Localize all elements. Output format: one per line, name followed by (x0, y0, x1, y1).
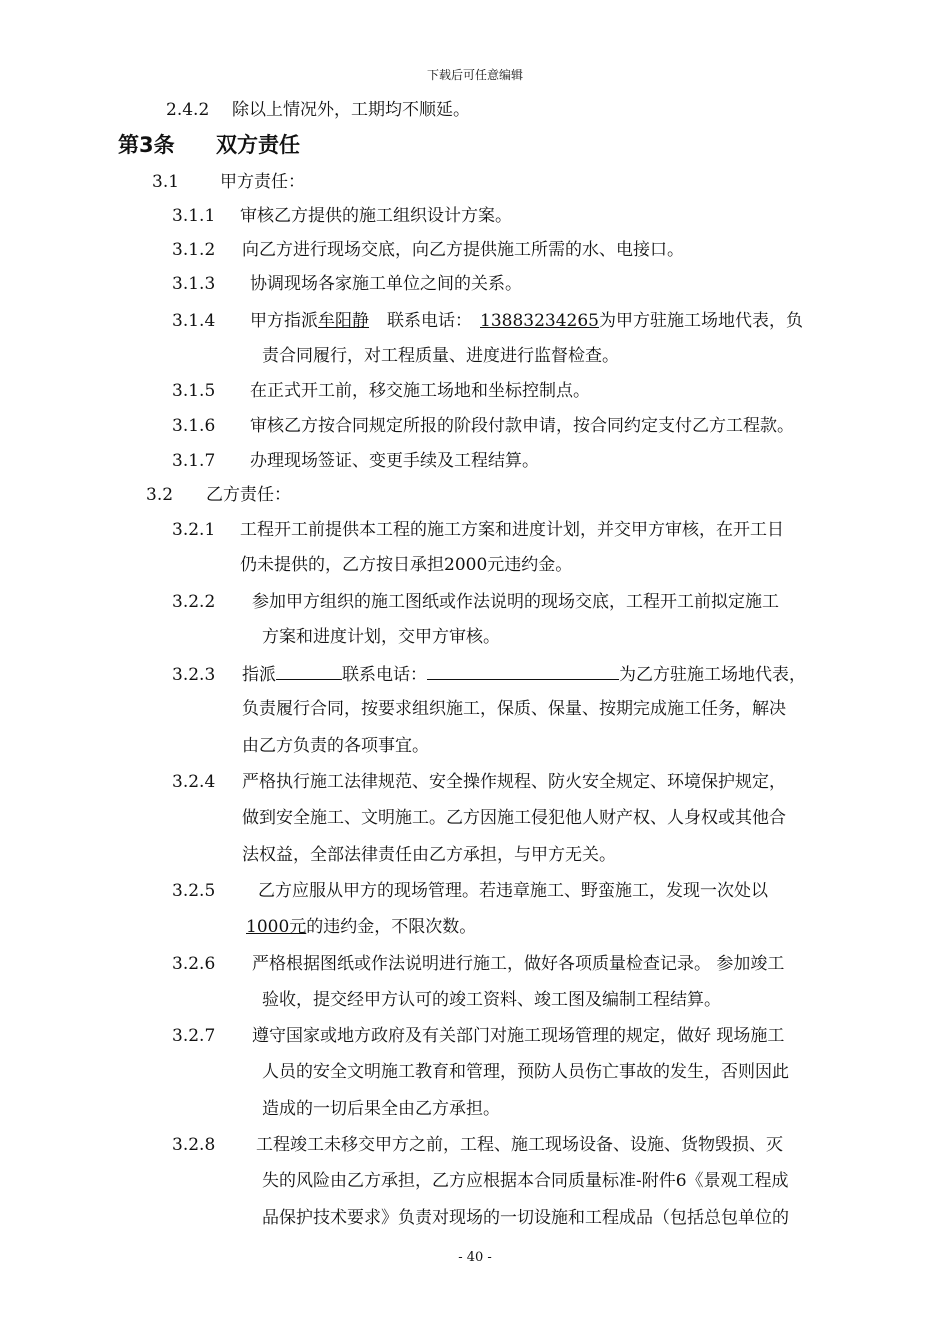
clause-text-pre: 甲方指派 (250, 311, 318, 331)
clause-3-1-7 (172, 451, 539, 471)
clause-3-2-5 (172, 881, 768, 901)
clause-3-2-2-line2: 方案和进度计划，交甲方审核。 (262, 627, 500, 647)
clause-text: 审核乙方提供的施工组织设计方案。 (240, 206, 512, 226)
phone-label: 联系电话： (387, 311, 472, 331)
page-header: 下载后可任意编辑 (426, 68, 523, 82)
clause-number: 3.1.2 (172, 240, 216, 260)
clause-3-1-4-line2: 责合同履行，对工程质量、进度进行监督检查。 (262, 346, 619, 366)
clause-number: 3.1.7 (172, 451, 216, 471)
clause-3-2-3-line2: 负责履行合同，按要求组织施工，保质、保量、按期完成施工任务，解决 (242, 699, 786, 719)
clause-number: 3.1.3 (172, 274, 216, 294)
phone-number: 13883234265 (480, 311, 599, 331)
clause-3-1-1 (172, 206, 512, 226)
clause-number: 3.1.4 (172, 311, 216, 331)
clause-number: 3.2.4 (172, 772, 216, 792)
name-blank (276, 663, 342, 680)
clause-text: 工程开工前提供本工程的施工方案和进度计划，并交甲方审核，在开工日 (240, 520, 784, 540)
clause-text-post: 为甲方驻施工场地代表，负 (598, 311, 803, 331)
clause-3-2-7-line3: 造成的一切后果全由乙方承担。 (262, 1099, 500, 1119)
penalty-amount: 1000元 (246, 917, 307, 937)
clause-3-2-3 (172, 663, 806, 685)
clause-3-2-8-line3: 品保护技术要求》负责对现场的一切设施和工程成品（包括总包单位的 (262, 1208, 789, 1228)
clause-text: 的违约金，不限次数。 (306, 917, 477, 937)
clause-3-2-8-line2: 失的风险由乙方承担，乙方应根据本合同质量标准-附件6《景观工程成 (262, 1171, 789, 1191)
phone-label: 联系电话： (342, 665, 427, 685)
section-title: 乙方责任： (206, 485, 291, 505)
clause-number: 2.4.2 (166, 100, 210, 120)
section-number: 3.2 (146, 485, 174, 505)
clause-number: 3.1.1 (172, 206, 216, 226)
clause-3-2-6 (172, 954, 784, 974)
clause-number: 3.2.2 (172, 592, 216, 612)
clause-3-2-7 (172, 1026, 784, 1046)
clause-number: 3.2.8 (172, 1135, 216, 1155)
section-3-2 (146, 485, 291, 505)
clause-text: 工程竣工未移交甲方之前，工程、施工现场设备、设施、货物毁损、灭 (256, 1135, 783, 1155)
clause-number: 3.2.1 (172, 520, 216, 540)
clause-text: 向乙方进行现场交底，向乙方提供施工所需的水、电接口。 (242, 240, 684, 260)
section-number: 3.1 (152, 172, 180, 192)
clause-3-1-2 (172, 240, 684, 260)
article-title: 双方责任 (216, 133, 300, 157)
clause-text: 参加甲方组织的施工图纸或作法说明的现场交底，工程开工前拟定施工 (252, 592, 779, 612)
clause-text: 严格执行施工法律规范、安全操作规程、防火安全规定、环境保护规定， (242, 772, 786, 792)
clause-text: 除以上情况外，工期均不顺延。 (232, 100, 470, 120)
clause-3-2-1 (172, 520, 784, 540)
clause-3-1-6 (172, 416, 794, 436)
clause-3-2-7-line2: 人员的安全文明施工教育和管理，预防人员伤亡事故的发生，否则因此 (262, 1062, 789, 1082)
article-number: 第3条 (118, 133, 175, 157)
clause-3-2-6-line2: 验收，提交经甲方认可的竣工资料、竣工图及编制工程结算。 (262, 990, 721, 1010)
clause-text: 办理现场签证、变更手续及工程结算。 (250, 451, 539, 471)
clause-text: 在正式开工前，移交施工场地和坐标控制点。 (250, 381, 590, 401)
clause-3-1-4 (172, 311, 803, 331)
clause-3-1-3 (172, 274, 522, 294)
section-title: 甲方责任： (220, 172, 305, 192)
clause-text: 协调现场各家施工单位之间的关系。 (250, 274, 522, 294)
article-heading (118, 133, 300, 157)
clause-3-2-8 (172, 1135, 783, 1155)
clause-text: 遵守国家或地方政府及有关部门对施工现场管理的规定，做好 现场施工 (252, 1026, 785, 1046)
clause-3-2-1-line2: 仍未提供的，乙方按日承担2000元违约金。 (240, 555, 573, 575)
clause-3-2-5-line2 (246, 917, 476, 937)
clause-2-4-2 (166, 100, 470, 120)
clause-text-pre: 指派 (242, 665, 276, 685)
clause-3-2-3-line3: 由乙方负责的各项事宜。 (242, 736, 429, 756)
clause-number: 3.2.7 (172, 1026, 216, 1046)
clause-number: 3.1.6 (172, 416, 216, 436)
clause-3-2-4-line3: 法权益，全部法律责任由乙方承担，与甲方无关。 (242, 845, 616, 865)
clause-text: 审核乙方按合同规定所报的阶段付款申请，按合同约定支付乙方工程款。 (250, 416, 794, 436)
section-3-1 (152, 172, 305, 192)
clause-number: 3.1.5 (172, 381, 216, 401)
representative-name: 牟阳静 (318, 311, 369, 331)
clause-number: 3.2.6 (172, 954, 216, 974)
phone-blank (427, 663, 619, 680)
clause-3-2-4 (172, 772, 786, 792)
clause-number: 3.2.3 (172, 665, 216, 685)
clause-3-2-4-line2: 做到安全施工、文明施工。乙方因施工侵犯他人财产权、人身权或其他合 (242, 808, 786, 828)
clause-3-2-2 (172, 592, 779, 612)
clause-number: 3.2.5 (172, 881, 216, 901)
clause-3-1-5 (172, 381, 590, 401)
clause-text: 严格根据图纸或作法说明进行施工，做好各项质量检查记录。 参加竣工 (252, 954, 785, 974)
page-number: - 40 - (458, 1250, 492, 1265)
clause-text-post: 为乙方驻施工场地代表， (619, 665, 806, 685)
clause-text: 乙方应服从甲方的现场管理。若违章施工、野蛮施工，发现一次处以 (258, 881, 768, 901)
